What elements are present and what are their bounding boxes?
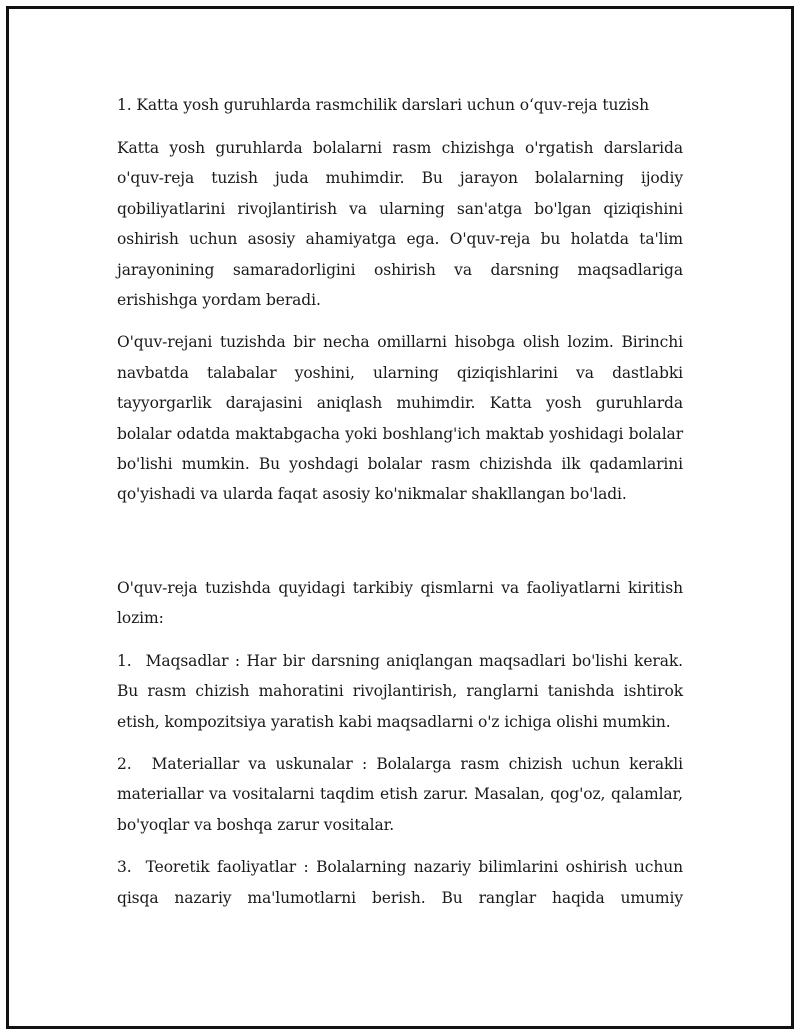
list-item-text: : Har bir darsning aniqlangan maqsadlari bo'lishi kerak. Bu rasm chizish mahoratini rivojlantirish, ranglarni tanishda ishtirok etish, kompozitsiya yaratish kabi maqsadlarni o'z ichiga olishi mumkin. <box>117 651 683 731</box>
list-item-label: Teoretik faoliyatlar <box>145 858 297 877</box>
paragraph-intro: Katta yosh guruhlarda bolalarni rasm chizishga o'rgatish darslarida o'quv-reja tuzish juda muhimdir. Bu jarayon bolalarning ijodiy qobiliyatlarini rivojlantirish va ularning san'atga bo'lgan qiziqishini oshirish uchun asosiy ahamiyatga ega. O'quv-reja bu holatda ta'lim jarayonining samaradorligini oshirish va darsning maqsadlariga erishishga yordam beradi. <box>117 139 683 310</box>
list-item-text: : Bolalarning nazariy bilimlarini oshirish uchun qisqa nazariy ma'lumotlarni berish. Bu ranglar haqida umumiy <box>117 858 683 907</box>
document-body <box>117 91 683 925</box>
list-item <box>117 646 683 737</box>
list-item-number: 1. <box>117 651 132 670</box>
list-item-number: 3. <box>117 858 132 877</box>
list-item-text: : Bolalarga rasm chizish uchun kerakli materiallar va vositalarni taqdim etish zarur. Masalan, qog'oz, qalamlar, bo'yoqlar va boshqa zarur vositalar. <box>117 754 683 834</box>
list-item-number: 2. <box>117 754 132 773</box>
paragraph-components: O'quv-reja tuzishda quyidagi tarkibiy qismlarni va faoliyatlarni kiritish lozim: <box>117 578 683 628</box>
list-item <box>117 749 683 840</box>
paragraph-factors: O'quv-rejani tuzishda bir necha omillarni hisobga olish lozim. Birinchi navbatda talabalar yoshini, ularning qiziqishlarini va dastlabki tayyorgarlik darajasini aniqlash muhimdir. Katta yosh guruhlarda bolalar odatda maktabgacha yoki boshlang'ich maktab yoshidagi bolalar bo'lishi mumkin. Bu yoshdagi bolalar rasm chizishda ilk qadamlarini qo'yishadi va ularda faqat asosiy ko'nikmalar shakllangan bo'ladi. <box>117 333 683 504</box>
list-item-label: Materiallar va uskunalar <box>151 754 353 773</box>
section-heading: 1. Katta yosh guruhlarda rasmchilik darslari uchun o‘quv-reja tuzish <box>117 96 649 114</box>
list-item-label: Maqsadlar <box>145 651 229 670</box>
list-item <box>117 852 683 913</box>
blank-space <box>117 522 683 573</box>
